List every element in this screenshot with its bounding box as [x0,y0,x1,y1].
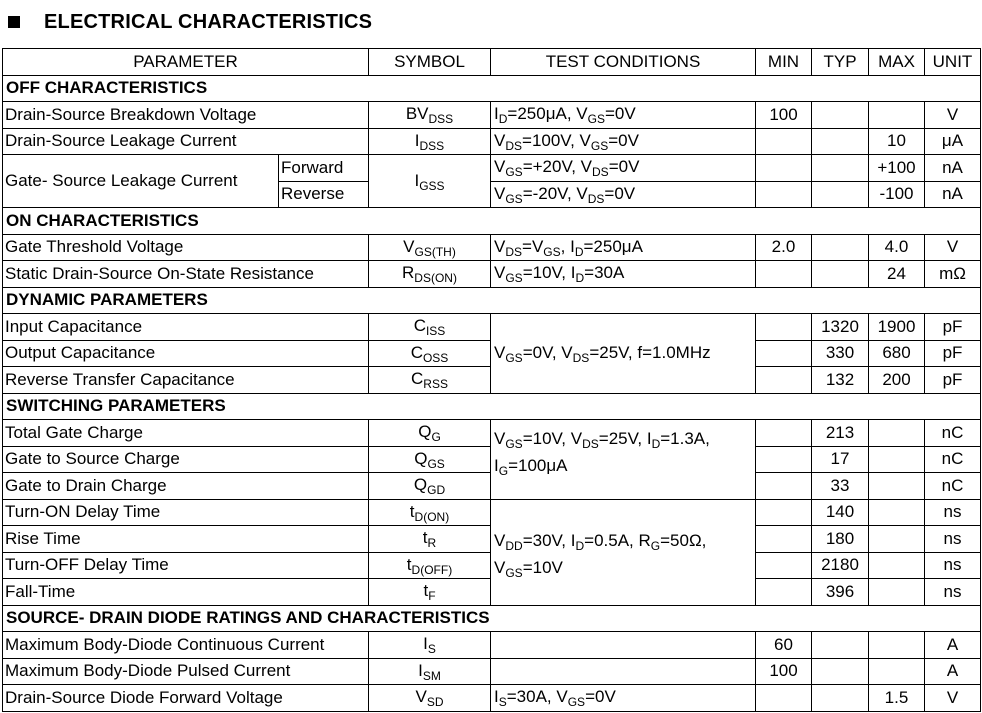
min-cell [756,261,812,288]
typ-cell [812,234,869,261]
section-diode: SOURCE- DRAIN DIODE RATINGS AND CHARACTERISTICS [3,605,981,632]
section-switching: SWITCHING PARAMETERS [3,393,981,420]
param-cell: Fall-Time [3,579,369,606]
condition-cell: $V_{GS}=10V$, $I_D=30A$ [491,261,756,288]
header-max: MAX [869,49,925,76]
forward-label: Forward [279,155,369,182]
max-cell [869,420,925,447]
symbol-cell: $V_{GS(TH)}$ [369,234,491,261]
typ-cell: 180 [812,526,869,553]
symbol-cell: $R_{DS(ON)}$ [369,261,491,288]
condition-cell [491,658,756,685]
max-cell [869,473,925,500]
symbol-cell: $I_{GSS}$ [369,155,491,208]
condition-cell: $V_{GS}=0V$, $V_{DS}=25V$, f=1.0MHz [491,314,756,394]
typ-cell: 330 [812,340,869,367]
min-cell [756,473,812,500]
typ-cell: 1320 [812,314,869,341]
unit-cell: nC [925,446,981,473]
typ-cell [812,685,869,712]
unit-cell: A [925,658,981,685]
param-cell: Maximum Body-Diode Continuous Current [3,632,369,659]
min-cell: 60 [756,632,812,659]
section-off: OFF CHARACTERISTICS [3,75,981,102]
min-cell [756,181,812,208]
symbol-cell: $C_{RSS}$ [369,367,491,394]
header-min: MIN [756,49,812,76]
typ-cell: 140 [812,499,869,526]
param-cell: Output Capacitance [3,340,369,367]
unit-cell: pF [925,314,981,341]
symbol-cell: $Q_G$ [369,420,491,447]
max-cell: 4.0 [869,234,925,261]
min-cell [756,367,812,394]
unit-cell: mΩ [925,261,981,288]
min-cell: 100 [756,658,812,685]
param-cell: Gate to Source Charge [3,446,369,473]
param-cell: Reverse Transfer Capacitance [3,367,369,394]
unit-cell: V [925,102,981,129]
symbol-cell: $I_{DSS}$ [369,128,491,155]
min-cell [756,155,812,182]
unit-cell: ns [925,552,981,579]
max-cell [869,102,925,129]
min-cell [756,499,812,526]
max-cell [869,499,925,526]
typ-cell [812,658,869,685]
unit-cell: nA [925,155,981,182]
condition-cell: $V_{GS}=-20V$, $V_{DS}=0V$ [491,181,756,208]
symbol-cell: $BV_{DSS}$ [369,102,491,129]
condition-cell [491,632,756,659]
max-cell [869,579,925,606]
min-cell [756,340,812,367]
param-cell: Gate to Drain Charge [3,473,369,500]
symbol-cell: $C_{OSS}$ [369,340,491,367]
section-heading [6,8,372,36]
unit-cell: pF [925,340,981,367]
min-cell [756,314,812,341]
param-cell: Rise Time [3,526,369,553]
symbol-cell: $C_{ISS}$ [369,314,491,341]
table-row [3,155,981,182]
table-row [3,499,981,526]
typ-cell [812,181,869,208]
symbol-cell: $t_{D(ON)}$ [369,499,491,526]
condition-cell: $V_{DS}=100V$, $V_{GS}=0V$ [491,128,756,155]
min-cell [756,446,812,473]
header-unit: UNIT [925,49,981,76]
unit-cell: V [925,685,981,712]
param-cell: Gate- Source Leakage Current [3,155,279,208]
max-cell: 24 [869,261,925,288]
reverse-label: Reverse [279,181,369,208]
condition-cell: $I_S=30A$, $V_{GS}=0V$ [491,685,756,712]
symbol-cell: $I_{SM}$ [369,658,491,685]
section-dynamic: DYNAMIC PARAMETERS [3,287,981,314]
min-cell [756,526,812,553]
typ-cell: 132 [812,367,869,394]
min-cell [756,128,812,155]
min-cell [756,685,812,712]
typ-cell: 33 [812,473,869,500]
param-cell: Gate Threshold Voltage [3,234,369,261]
condition-cell: $I_D=250\mu A$, $V_{GS}=0V$ [491,102,756,129]
electrical-characteristics-table [2,48,981,712]
header-typ: TYP [812,49,869,76]
heading-text: ELECTRICAL CHARACTERISTICS [44,10,373,33]
symbol-cell: $t_F$ [369,579,491,606]
typ-cell [812,155,869,182]
unit-cell: A [925,632,981,659]
max-cell: 680 [869,340,925,367]
table-row [3,658,981,685]
table-row [3,261,981,288]
param-cell: Drain-Source Breakdown Voltage [3,102,369,129]
condition-cell: $V_{GS}=10V$, $V_{DS}=25V$, $I_D=1.3A$, $I_G=100\mu A$ [491,420,756,500]
symbol-cell: $t_{D(OFF)}$ [369,552,491,579]
table-row [3,314,981,341]
unit-cell: ns [925,499,981,526]
condition-cell: $V_{DS}=V_{GS}$, $I_D=250\mu A$ [491,234,756,261]
symbol-cell: $V_{SD}$ [369,685,491,712]
unit-cell: nA [925,181,981,208]
table-row [3,128,981,155]
unit-cell: ns [925,526,981,553]
symbol-cell: $Q_{GD}$ [369,473,491,500]
min-cell [756,579,812,606]
param-cell: Drain-Source Diode Forward Voltage [3,685,369,712]
typ-cell: 213 [812,420,869,447]
square-bullet-icon [8,16,20,28]
typ-cell [812,632,869,659]
header-row [3,49,981,76]
max-cell: 1.5 [869,685,925,712]
unit-cell: ns [925,579,981,606]
symbol-cell: $I_S$ [369,632,491,659]
condition-cell: $V_{DD}=30V$, $I_D=0.5A$, $R_G=50\Omega$, $V_{GS}=10V$ [491,499,756,605]
unit-cell: V [925,234,981,261]
min-cell: 100 [756,102,812,129]
max-cell: -100 [869,181,925,208]
unit-cell: μA [925,128,981,155]
max-cell [869,552,925,579]
max-cell [869,526,925,553]
param-cell: Static Drain-Source On-State Resistance [3,261,369,288]
header-symbol: SYMBOL [369,49,491,76]
header-parameter: PARAMETER [3,49,369,76]
header-test-conditions: TEST CONDITIONS [491,49,756,76]
table-row [3,632,981,659]
section-on: ON CHARACTERISTICS [3,208,981,235]
typ-cell [812,261,869,288]
max-cell [869,632,925,659]
max-cell [869,446,925,473]
param-cell: Turn-ON Delay Time [3,499,369,526]
unit-cell: pF [925,367,981,394]
param-cell: Turn-OFF Delay Time [3,552,369,579]
table-row [3,234,981,261]
max-cell: 1900 [869,314,925,341]
table-row [3,102,981,129]
symbol-cell: $Q_{GS}$ [369,446,491,473]
typ-cell [812,128,869,155]
param-cell: Maximum Body-Diode Pulsed Current [3,658,369,685]
typ-cell: 2180 [812,552,869,579]
max-cell: 10 [869,128,925,155]
condition-cell: $V_{GS}=+20V$, $V_{DS}=0V$ [491,155,756,182]
min-cell [756,552,812,579]
unit-cell: nC [925,473,981,500]
min-cell: 2.0 [756,234,812,261]
symbol-cell: $t_R$ [369,526,491,553]
max-cell: +100 [869,155,925,182]
typ-cell: 396 [812,579,869,606]
max-cell [869,658,925,685]
table-row [3,685,981,712]
param-cell: Drain-Source Leakage Current [3,128,369,155]
param-cell: Input Capacitance [3,314,369,341]
typ-cell: 17 [812,446,869,473]
param-cell: Total Gate Charge [3,420,369,447]
unit-cell: nC [925,420,981,447]
typ-cell [812,102,869,129]
table-row [3,420,981,447]
max-cell: 200 [869,367,925,394]
min-cell [756,420,812,447]
